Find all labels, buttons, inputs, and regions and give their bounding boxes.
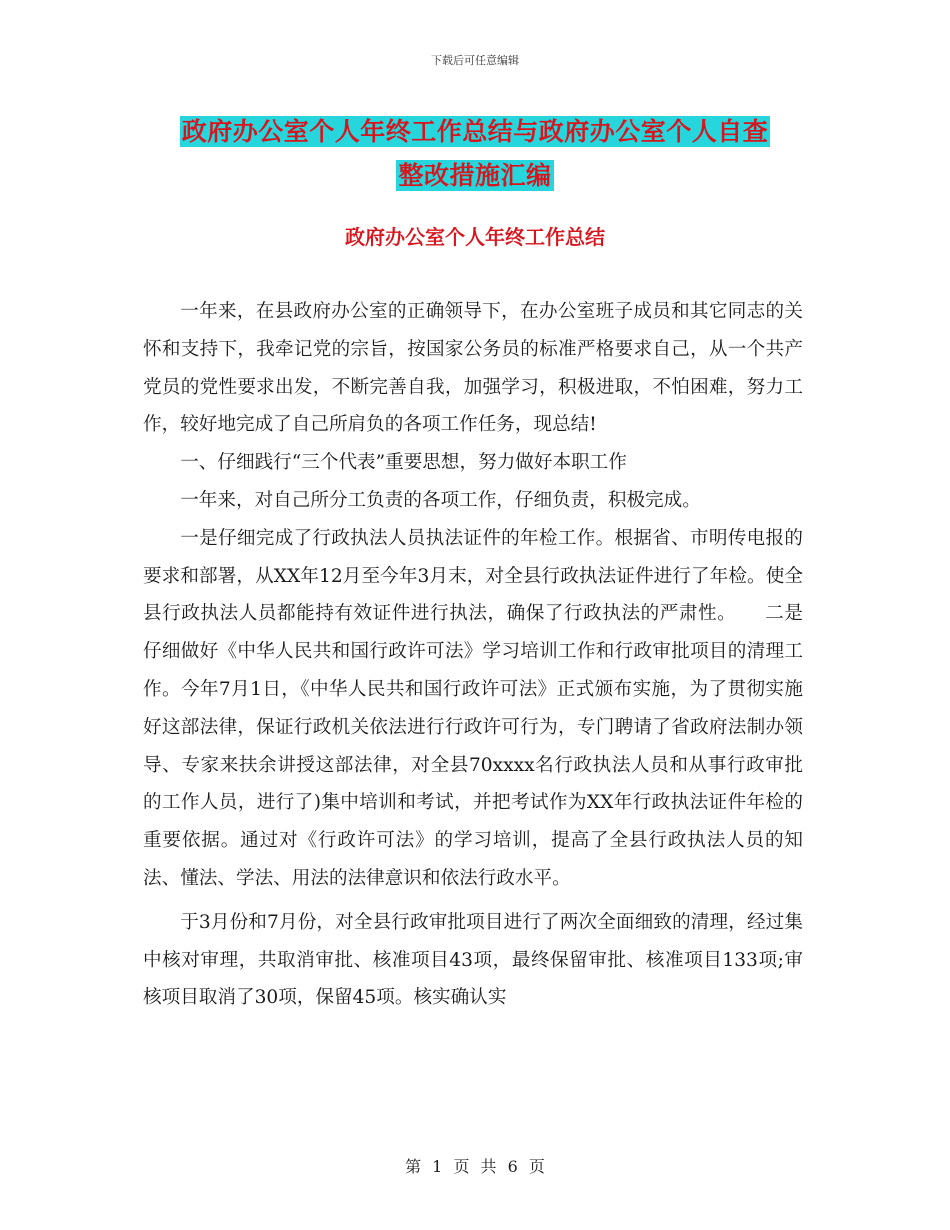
section-title: 政府办公室个人年终工作总结	[345, 225, 605, 249]
document-title-line-1	[0, 112, 950, 148]
paragraph: 于3月份和7月份，对全县行政审批项目进行了两次全面细致的清理，经过集中核对审理，共取消审批、核准项目43项，最终保留审批、核准项目133项;审核项目取消了30项，保留45项。核实确认实	[143, 911, 803, 1009]
paragraph: 一是仔细完成了行政执法人员执法证件的年检工作。根据省、市明传电报的要求和部署，从XX年12月至今年3月末，对全县行政执法证件进行了年检。使全县行政执法人员都能持有效证件进行执法，确保了行政执法的严肃性。 二是仔细做好《中华人民共和国行政许可法》学习培训工作和行政审批项目的清理工作。今年7月1日，《中华人民共和国行政许可法》正式颁布实施，为了贯彻实施好这部法律，保证行政机关依法进行行政许可行为，专门聘请了省政府法制办领导、专家来扶余讲授这部法律，对全县70xxxx名行政执法人员和从事行政审批的工作人员，进行了)集中培训和考试，并把考试作为XX年行政执法证件年检的重要依据。通过对《行政许可法》的学习培训，提高了全县行政执法人员的知法、懂法、学法、用法的法律意识和依法行政水平。	[143, 527, 803, 889]
header-note: 下载后可任意编辑	[431, 54, 519, 67]
document-title-line-2	[0, 156, 950, 192]
document-body	[143, 293, 803, 1017]
paragraph: 一年来，在县政府办公室的正确领导下，在办公室班子成员和其它同志的关怀和支持下，我牵记党的宗旨，按国家公务员的标准严格要求自己，从一个共产党员的党性要求出发，不断完善自我，加强学习，积极进取，不怕困难，努力工作，较好地完成了自己所肩负的各项工作任务，现总结!	[143, 301, 803, 436]
paragraph: 一、仔细践行“三个代表”重要思想，努力做好本职工作	[180, 452, 627, 474]
paragraph: 一年来，对自己所分工负责的各项工作，仔细负责，积极完成。	[180, 489, 701, 511]
title-highlight-2: 整改措施汇编	[398, 161, 552, 190]
title-highlight-1: 政府办公室个人年终工作总结与政府办公室个人自查	[181, 117, 769, 146]
page-footer: 第 1 页 共 6 页	[405, 1157, 545, 1176]
